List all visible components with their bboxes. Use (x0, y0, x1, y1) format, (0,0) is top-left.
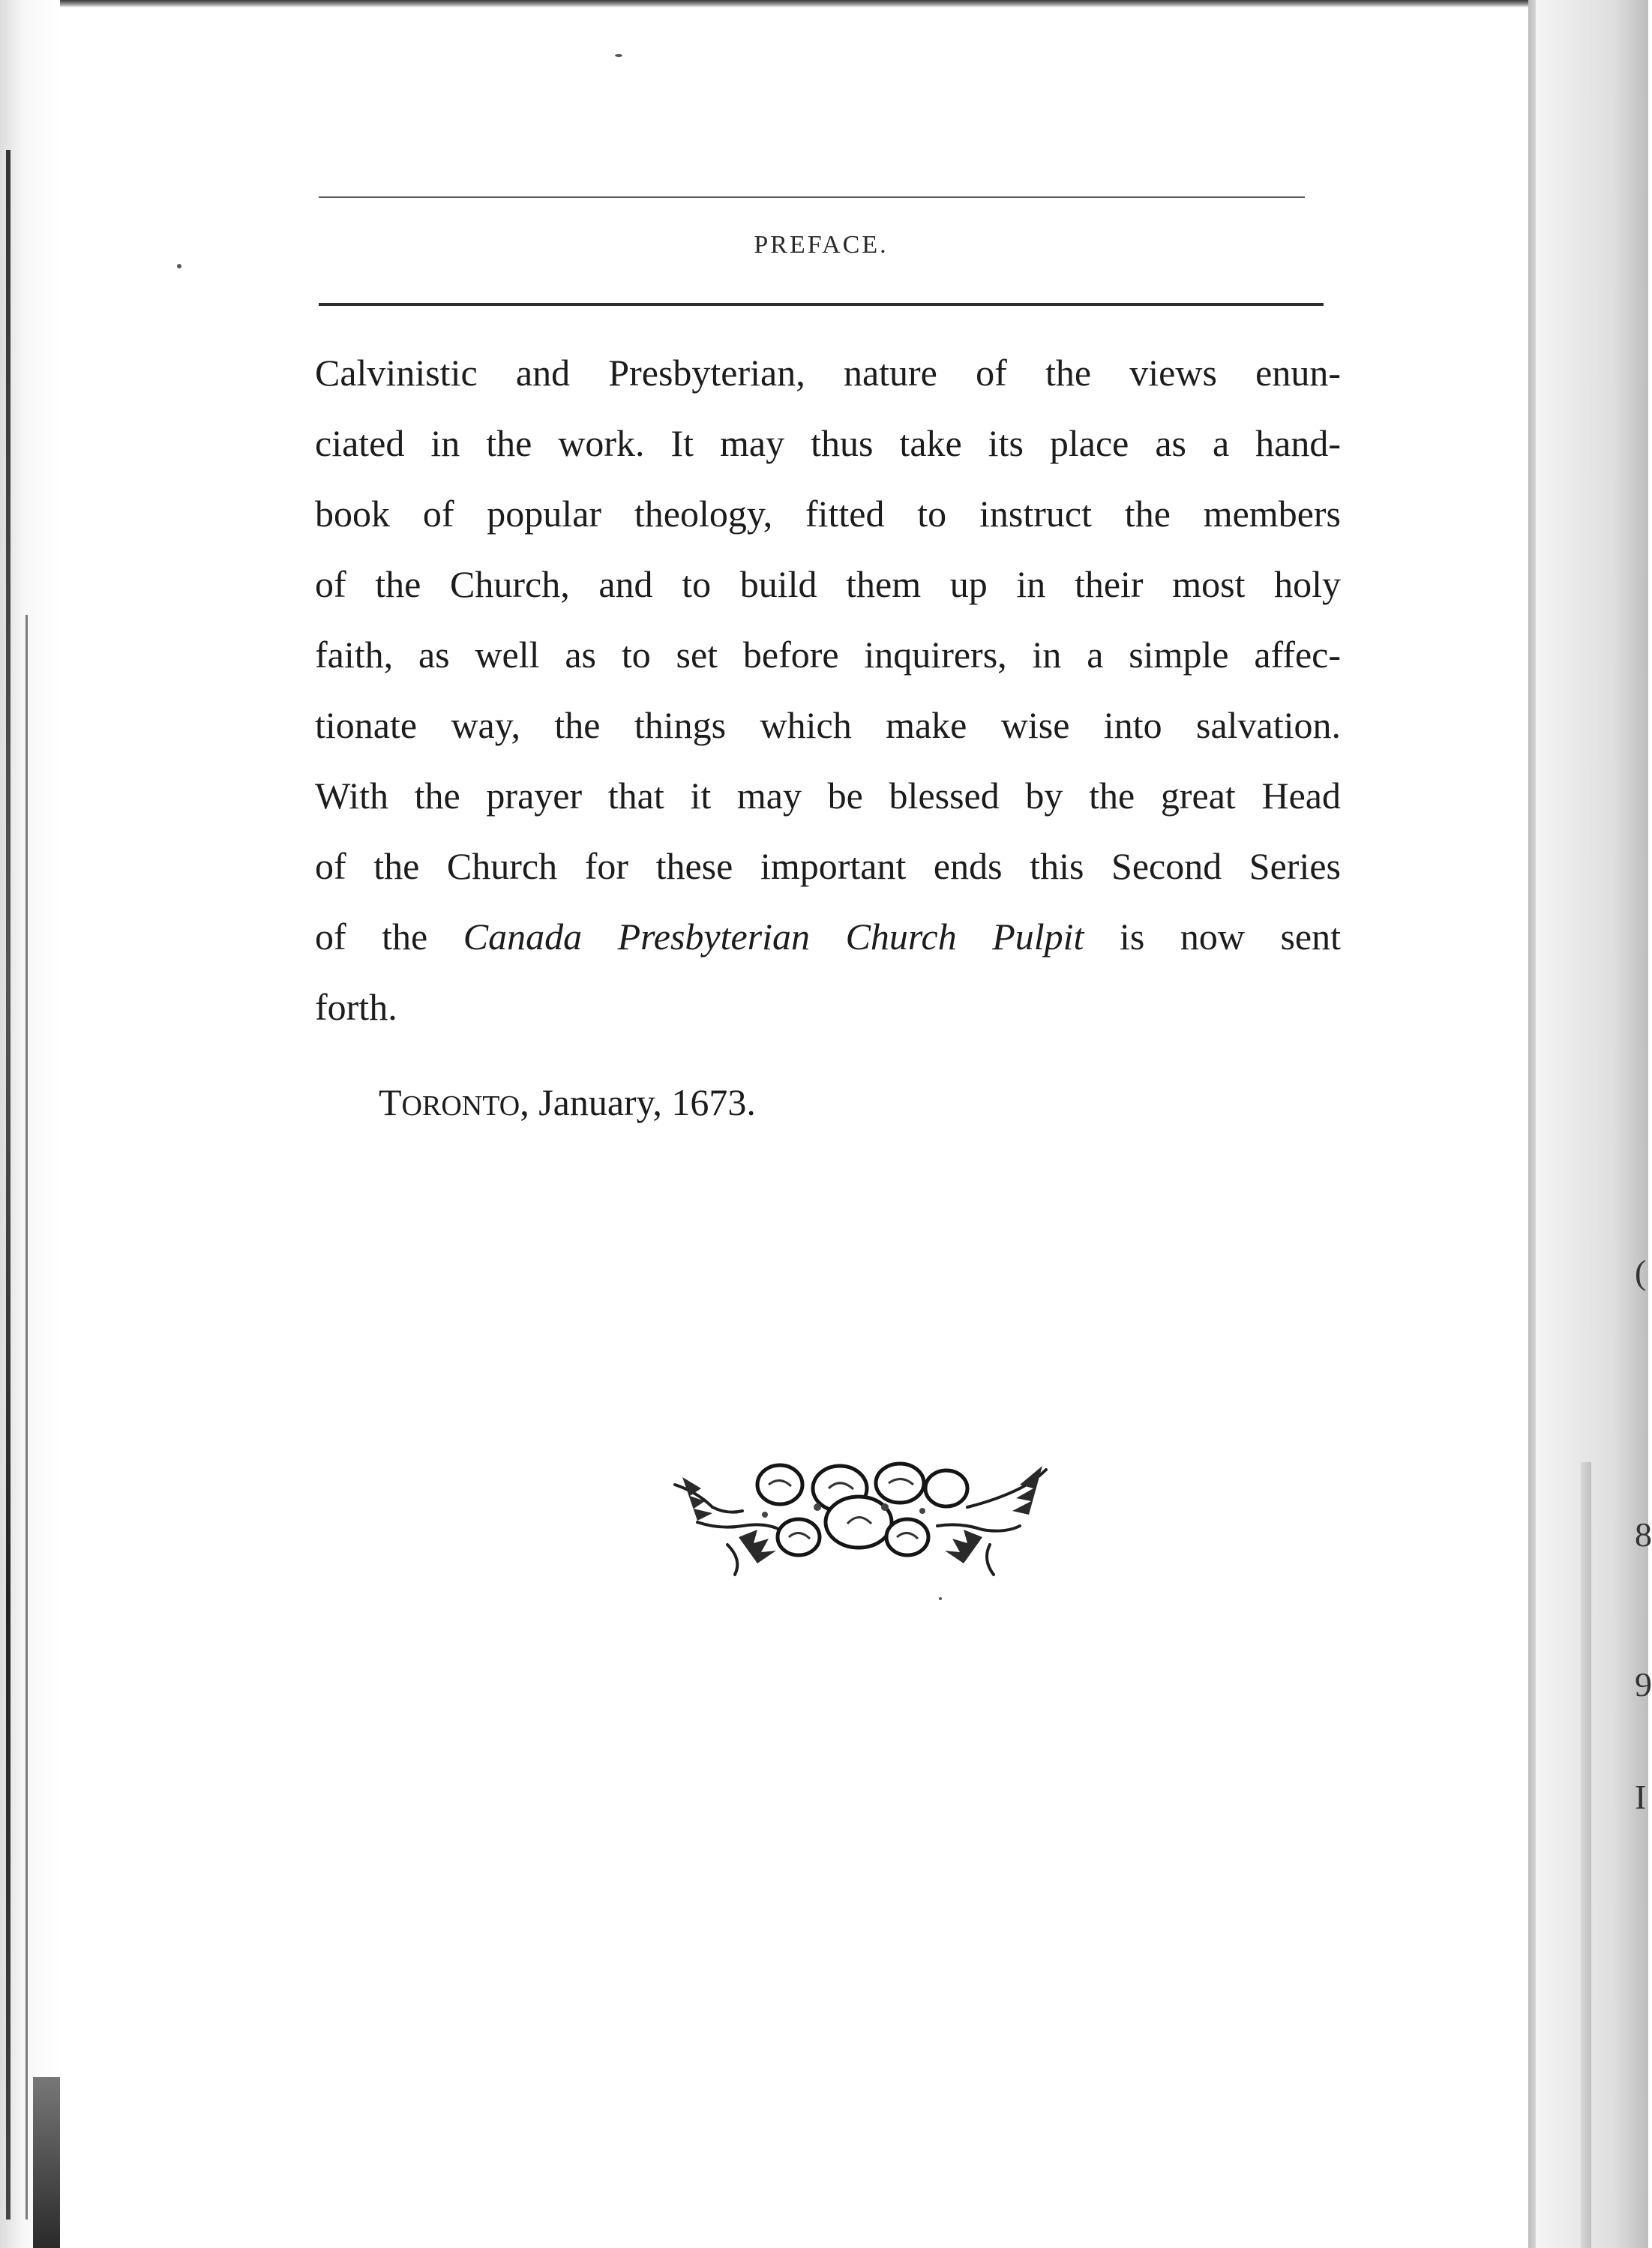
preface-body (315, 337, 1341, 1042)
text-line: of the Church for these important ends this Second Series (315, 845, 1341, 887)
margin-glyph: I (1635, 1778, 1647, 1816)
dateline-place-initial: T (379, 1081, 402, 1123)
right-page-edge-outer (1581, 1462, 1591, 2248)
dateline-date: , January, 1673. (520, 1081, 756, 1123)
margin-glyph: 9 (1635, 1665, 1652, 1704)
header-rule-bottom (319, 303, 1324, 306)
right-page-edge (1528, 0, 1536, 2248)
text-line-final: forth. (315, 986, 397, 1028)
text-fragment: is now sent (1119, 916, 1341, 958)
margin-glyph: 8 (1635, 1515, 1652, 1554)
text-line: ciated in the work. It may thus take its place as a hand- (315, 422, 1341, 464)
text-line: tionate way, the things which make wise into salvation. (315, 704, 1341, 746)
scan-speck (177, 264, 181, 268)
left-binding-line (6, 150, 10, 2220)
dateline-place-rest: ORONTO (401, 1090, 520, 1122)
text-fragment: of the (315, 916, 428, 958)
floral-ornament-icon (667, 1455, 1057, 1582)
text-line: book of popular theology, fitted to instruct the members (315, 493, 1341, 535)
text-line: faith, as well as to set before inquirers, in a simple affec- (315, 634, 1341, 676)
running-head: PREFACE. (754, 231, 889, 259)
text-line: With the prayer that it may be blessed by the great Head (315, 775, 1341, 817)
dateline (379, 1072, 756, 1136)
header-rule-top (319, 196, 1305, 198)
scan-speck (939, 1597, 942, 1600)
scan-top-edge (0, 0, 1648, 7)
left-binding-block (33, 2077, 60, 2248)
text-line: of the Church, and to build them up in their most holy (315, 563, 1341, 605)
scan-speck (615, 54, 622, 57)
text-line: Calvinistic and Presbyterian, nature of the views enun- (315, 352, 1341, 394)
text-line-with-title (315, 901, 1341, 972)
book-title: Canada Presbyterian Church Pulpit (463, 916, 1084, 958)
margin-glyph: ( (1635, 1253, 1647, 1291)
left-binding-line-thin (25, 615, 28, 2220)
